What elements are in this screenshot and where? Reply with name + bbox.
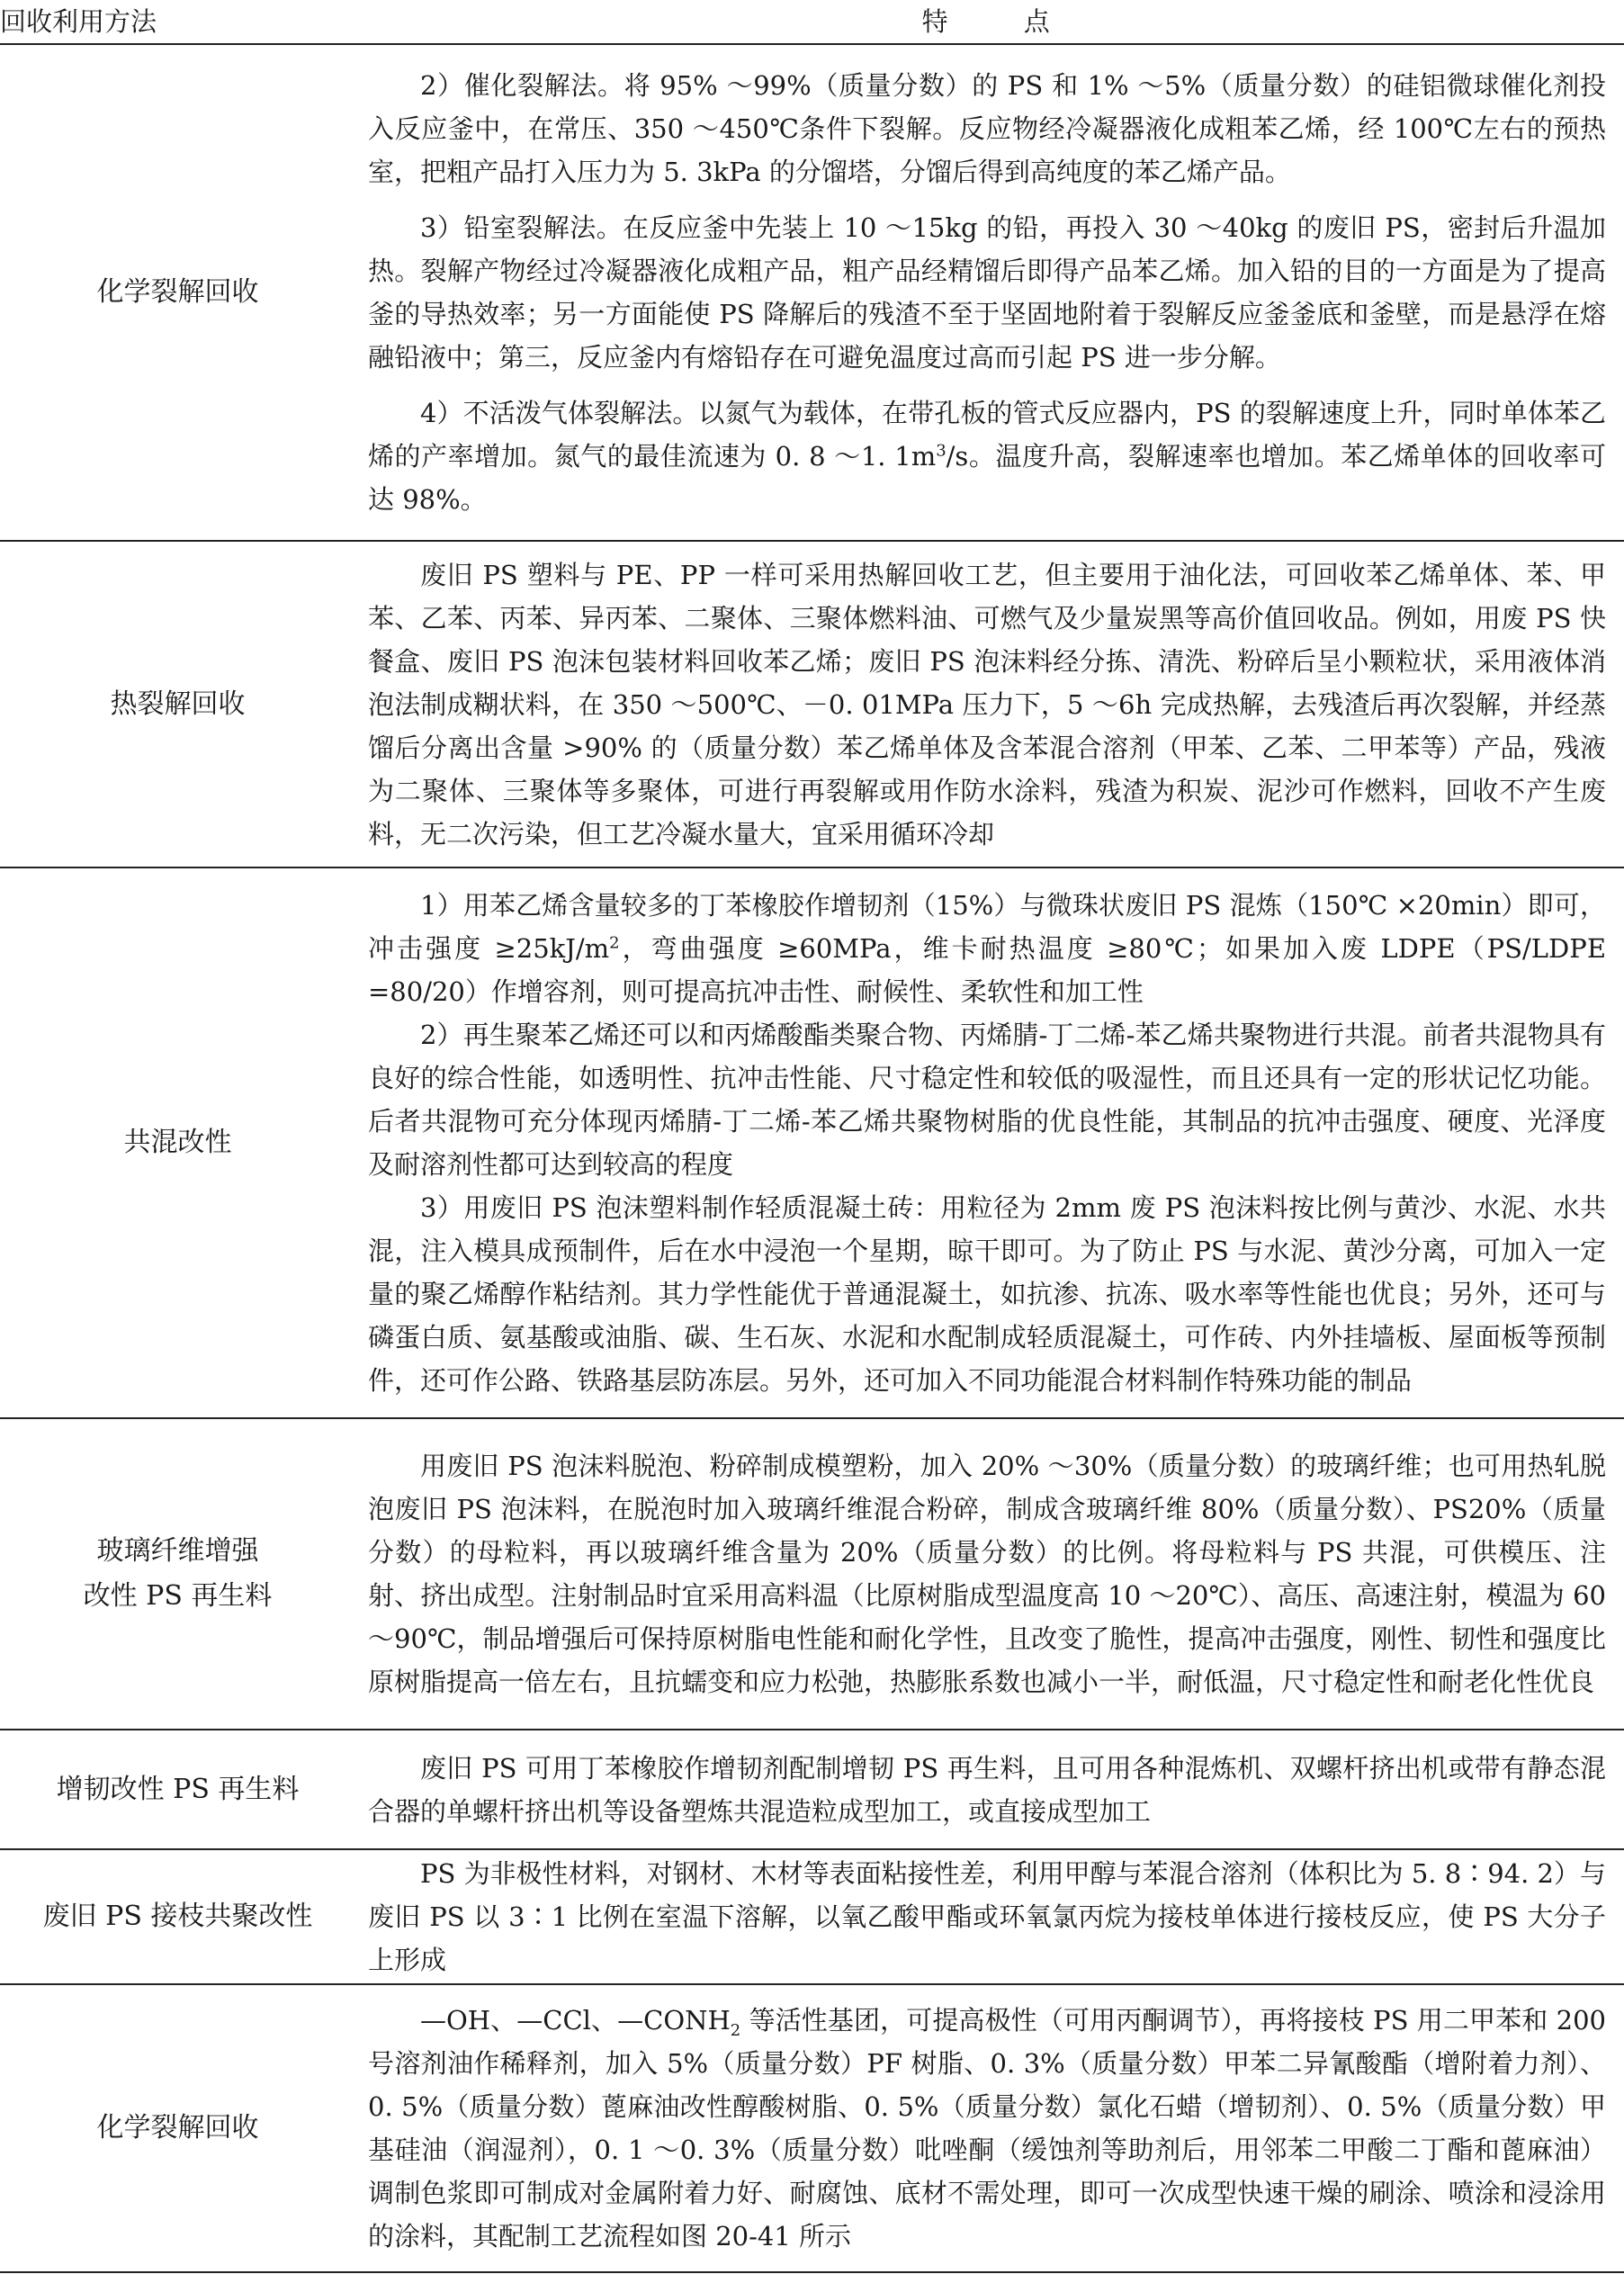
features-cell bbox=[355, 1984, 1624, 2272]
method-line: 玻璃纤维增强 bbox=[96, 1535, 259, 1567]
method-cell: 化学裂解回收 bbox=[0, 1984, 355, 2272]
features-cell bbox=[355, 1849, 1624, 1984]
feature-paragraph: 2）催化裂解法。将 95% ～99%（质量分数）的 PS 和 1% ～5%（质量分数）的硅铝微球催化剂投入反应釜中，在常压、350 ～450℃条件下裂解。反应物经冷凝器液化成粗苯乙烯，经 100℃左右的预热室，把粗产品打入压力为 5. 3kPa 的分馏塔，分馏后得到高纯度的苯乙烯产品。 bbox=[368, 70, 1606, 187]
table-row bbox=[0, 1418, 1624, 1730]
feature-paragraph: 3）铅室裂解法。在反应釜中先装上 10 ～15kg 的铅，再投入 30 ～40kg 的废旧 PS，密封后升温加热。裂解产物经过冷凝器液化成粗产品，粗产品经精馏后即得产品苯乙烯。加入铅的目的一方面是为了提高釜的导热效率；另一方面能使 PS 降解后的残渣不至于坚固地附着于裂解反应釜釜底和釜壁，而是悬浮在熔融铅液中；第三，反应釜内有熔铅存在可避免温度过高而引起 PS 进一步分解。 bbox=[368, 212, 1606, 373]
table-row bbox=[0, 1730, 1624, 1849]
features-cell bbox=[355, 44, 1624, 541]
table-row bbox=[0, 1984, 1624, 2272]
text-run: —OH、—CCl、—CONH bbox=[420, 2005, 731, 2036]
method-line: 改性 PS 再生料 bbox=[83, 1580, 273, 1612]
features-cell bbox=[355, 867, 1624, 1418]
features-cell bbox=[355, 541, 1624, 867]
text-run: 1）用苯乙烯含量较多的丁苯橡胶作增韧剂（15%）与微珠状废旧 PS 混炼（150℃ ×20min）即可，冲击强度 ≥25kJ/m bbox=[368, 890, 1606, 964]
text-run: 4）不活泼气体裂解法。以氮气为载体，在带孔板的管式反应器内，PS 的裂解速度上升，同时单体苯乙烯的产率增加。氮气的最佳流速为 0. 8 ～1. 1m bbox=[368, 398, 1606, 472]
header-method: 回收利用方法 bbox=[0, 0, 355, 44]
features-cell bbox=[355, 1418, 1624, 1730]
text-run: ，弯曲强度 ≥60MPa，维卡耐热温度 ≥80℃；如果加入废 LDPE（PS/LDPE =80/20）作增容剂，则可提高抗冲击性、耐候性、柔软性和加工性 bbox=[368, 933, 1606, 1007]
method-cell: 热裂解回收 bbox=[0, 541, 355, 867]
table-row bbox=[0, 44, 1624, 541]
method-cell bbox=[0, 1418, 355, 1730]
table-row bbox=[0, 541, 1624, 867]
features-cell bbox=[355, 1730, 1624, 1849]
superscript: 2 bbox=[609, 933, 620, 953]
feature-paragraph: 废旧 PS 可用丁苯橡胶作增韧剂配制增韧 PS 再生料，且可用各种混炼机、双螺杆挤出机或带有静态混合器的单螺杆挤出机等设备塑炼共混造粒成型加工，或直接成型加工 bbox=[368, 1752, 1606, 1827]
feature-paragraph: 用废旧 PS 泡沫料脱泡、粉碎制成模塑粉，加入 20% ～30%（质量分数）的玻璃纤维；也可用热轧脱泡废旧 PS 泡沫料，在脱泡时加入玻璃纤维混合粉碎，制成含玻璃纤维 80%（质量分数）、PS20%（质量分数）的母粒料，再以玻璃纤维含量为 20%（质量分数）的比例。将母粒料与 PS 共混，可供模压、注射、挤出成型。注射制品时宜采用高料温（比原树脂成型温度高 10 ～20℃）、高压、高速注射，模温为 60 ～90℃，制品增强后可保持原树脂电性能和耐化学性，且改变了脆性，提高冲击强度，刚性、韧性和强度比原树脂提高一倍左右，且抗蠕变和应力松弛，热膨胀系数也减小一半，耐低温，尺寸稳定性和耐老化性优良 bbox=[368, 1451, 1606, 1697]
feature-paragraph bbox=[355, 391, 1624, 521]
method-cell: 增韧改性 PS 再生料 bbox=[0, 1730, 355, 1849]
table-header-row bbox=[0, 0, 1624, 44]
superscript: 3 bbox=[936, 441, 947, 461]
feature-paragraph bbox=[355, 1999, 1624, 2258]
subscript: 2 bbox=[730, 2020, 741, 2040]
feature-paragraph: 废旧 PS 塑料与 PE、PP 一样可采用热解回收工艺，但主要用于油化法，可回收苯乙烯单体、苯、甲苯、乙苯、丙苯、异丙苯、二聚体、三聚体燃料油、可燃气及少量炭黑等高价值回收品。例如，用废 PS 快餐盒、废旧 PS 泡沫包装材料回收苯乙烯；废旧 PS 泡沫料经分拣、清洗、粉碎后呈小颗粒状，采用液体消泡法制成糊状料，在 350 ～500℃、－0. 01MPa 压力下，5 ～6h 完成热解，去残渣后再次裂解，并经蒸馏后分离出含量 >90% 的（质量分数）苯乙烯单体及含苯混合溶剂（甲苯、乙苯、二甲苯等）产品，残液为二聚体、三聚体等多聚体，可进行再裂解或用作防水涂料，残渣为积炭、泥沙可作燃料，回收不产生废料，无二次污染，但工艺冷凝水量大，宜采用循环冷却 bbox=[368, 559, 1606, 849]
text-run: 等活性基团，可提高极性（可用丙酮调节），再将接枝 PS 用二甲苯和 200 号溶剂油作稀释剂，加入 5%（质量分数）PF 树脂、0. 3%（质量分数）甲苯二异氰酸酯（增附着力剂）、0. 5%（质量分数）蓖麻油改性醇酸树脂、0. 5%（质量分数）氯化石蜡（增韧剂）、0. 5%（质量分数）甲基硅油（润湿剂），0. 1 ～0. 3%（质量分数）吡唑酮（缓蚀剂等助剂后，用邻苯二甲酸二丁酯和蓖麻油）调制色浆即可制成对金属附着力好、耐腐蚀、底材不需处理，即可一次成型快速干燥的刷涂、喷涂和浸涂用的涂料，其配制工艺流程如图 20-41 所示 bbox=[368, 2005, 1606, 2252]
feature-paragraph bbox=[355, 884, 1624, 1013]
method-cell: 共混改性 bbox=[0, 867, 355, 1418]
method-cell: 废旧 PS 接枝共聚改性 bbox=[0, 1849, 355, 1984]
feature-paragraph: PS 为非极性材料，对钢材、木材等表面粘接性差，利用甲醇与苯混合溶剂（体积比为 5. 8∶94. 2）与废旧 PS 以 3∶1 比例在室温下溶解，以氧乙酸甲酯或环氧氯丙烷为接枝单体进行接枝反应，使 PS 大分子上形成 bbox=[368, 1858, 1606, 1975]
feature-paragraph: 3）用废旧 PS 泡沫塑料制作轻质混凝土砖：用粒径为 2mm 废 PS 泡沫料按比例与黄沙、水泥、水共混，注入模具成预制件，后在水中浸泡一个星期，晾干即可。为了防止 PS 与水泥、黄沙分离，可加入一定量的聚乙烯醇作粘结剂。其力学性能优于普通混凝土，如抗渗、抗冻、吸水率等性能也优良；另外，还可与磷蛋白质、氨基酸或油脂、碳、生石灰、水泥和水配制成轻质混凝土，可作砖、内外挂墙板、屋面板等预制件，还可作公路、铁路基层防冻层。另外，还可加入不同功能混合材料制作特殊功能的制品 bbox=[368, 1192, 1606, 1396]
table-row bbox=[0, 867, 1624, 1418]
method-cell: 化学裂解回收 bbox=[0, 44, 355, 541]
feature-paragraph: 2）再生聚苯乙烯还可以和丙烯酸酯类聚合物、丙烯腈-丁二烯-苯乙烯共聚物进行共混。前者共混物具有良好的综合性能，如透明性、抗冲击性能、尺寸稳定性和较低的吸湿性，而且还具有一定的形状记忆功能。后者共混物可充分体现丙烯腈-丁二烯-苯乙烯共聚物树脂的优良性能，其制品的抗冲击强度、硬度、光泽度及耐溶剂性都可达到较高的程度 bbox=[368, 1020, 1606, 1180]
text-run: /s。温度升高，裂解速率也增加。苯乙烯单体的回收率可达 98%。 bbox=[368, 441, 1606, 515]
header-features: 特 点 bbox=[355, 0, 1624, 44]
table-row bbox=[0, 1849, 1624, 1984]
